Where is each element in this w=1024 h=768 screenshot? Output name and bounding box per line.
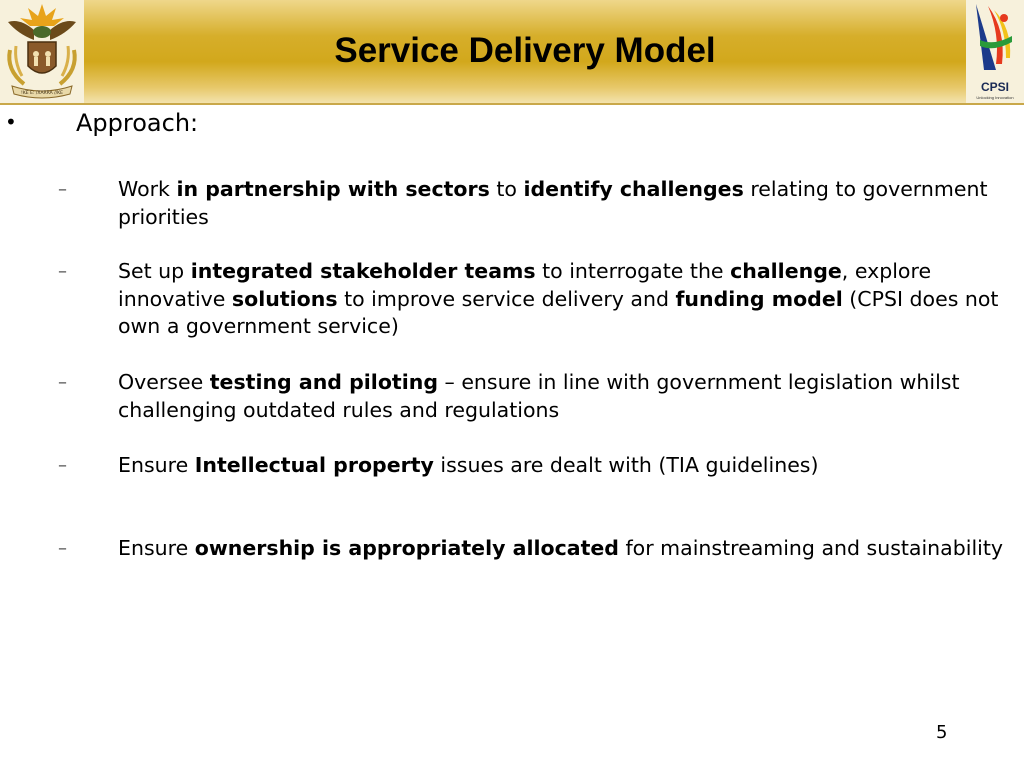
approach-heading: Approach: [76,109,199,137]
cpsi-logo-name: CPSI [980,80,1009,94]
page-title: Service Delivery Model [334,31,716,70]
cpsi-logo-icon [966,0,1024,80]
text-segment: to interrogate the [535,259,731,283]
coat-of-arms-logo [0,0,84,103]
text-segment: issues are dealt with (TIA guidelines) [433,453,819,477]
cpsi-logo-tagline: Unlocking Innovation [976,95,1014,100]
text-segment: Ensure [118,453,195,477]
list-item-text [118,452,1008,480]
dash-bullet: – [58,538,67,559]
text-segment: to improve service delivery and [337,286,676,311]
main-bullet: • [5,110,17,134]
text-segment-bold: in partnership with sectors [176,177,490,201]
text-segment-bold: ownership is appropriately allocated [194,536,619,560]
text-segment: Ensure [118,536,195,560]
text-segment: Set up [118,259,191,283]
text-segment: Work [118,177,177,201]
text-segment-bold: funding model [675,286,843,311]
svg-text:!KE E: /XARRA //KE: !KE E: /XARRA //KE [21,91,63,96]
list-item-text [118,258,1008,341]
text-segment-bold: challenge [730,259,842,283]
dash-bullet: – [58,455,67,476]
text-segment: Oversee [118,370,210,394]
dash-bullet: – [58,372,67,393]
text-segment: relating to government priorities [118,177,988,229]
text-segment: to [489,177,524,201]
coat-of-arms-icon [0,0,84,103]
dash-bullet: – [58,261,67,282]
text-segment: , explore innovative [118,259,932,311]
text-segment-bold: testing and piloting [209,370,439,394]
dash-bullet: – [58,179,67,200]
list-item-text [118,535,1008,563]
text-segment-bold: solutions [231,286,338,311]
text-segment-bold: integrated stakeholder teams [190,259,536,283]
page-number: 5 [936,722,948,743]
list-item-text [118,369,1008,424]
header-band [0,0,1024,105]
text-segment: – ensure in line with government legislation whilst challenging outdated rules and regulations [118,370,960,422]
cpsi-logo [966,0,1024,103]
text-segment: for mainstreaming and sustainability [618,536,1004,560]
text-segment-bold: Intellectual property [194,453,434,477]
text-segment-bold: identify challenges [523,177,744,201]
list-item-text [118,176,1008,231]
text-segment: (CPSI does not own a government service) [118,286,999,338]
